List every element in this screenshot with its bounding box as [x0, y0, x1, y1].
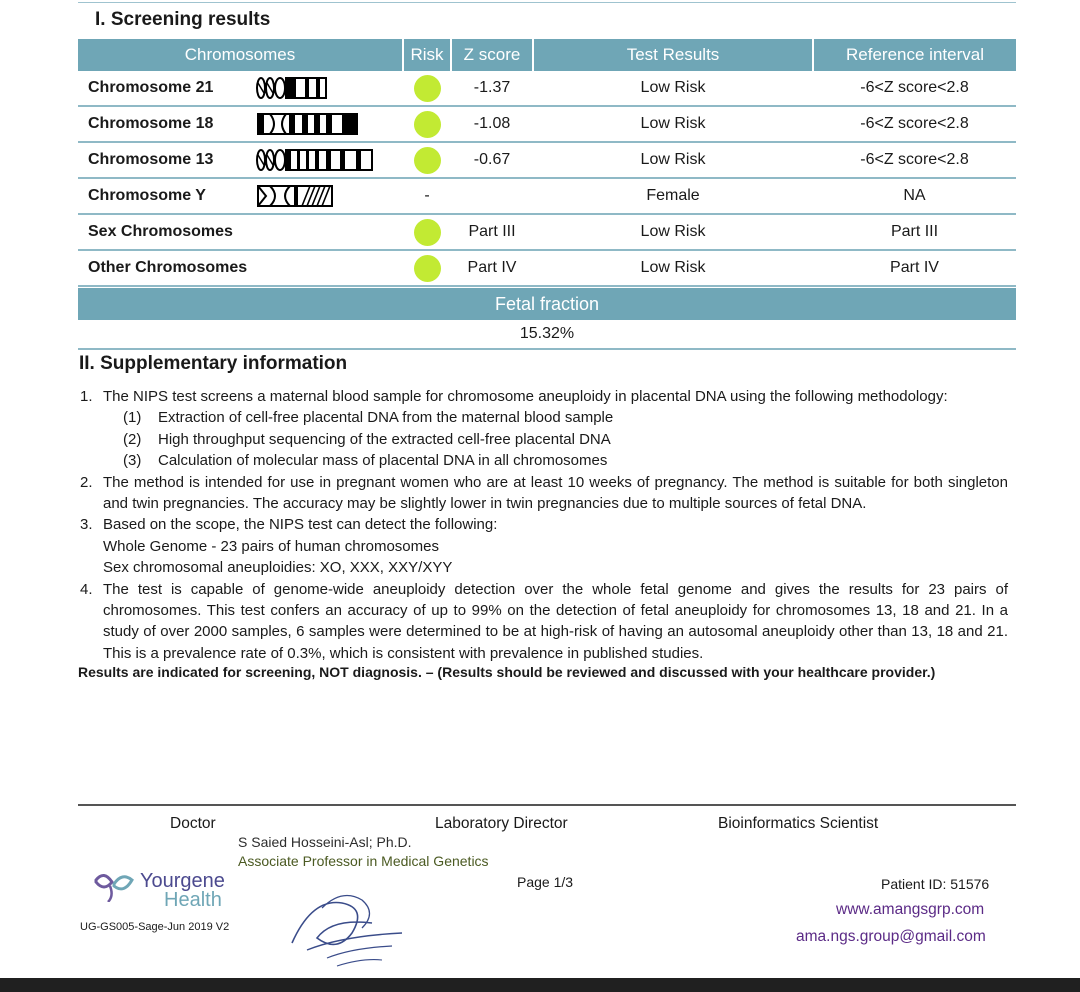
list-text: The NIPS test screens a maternal blood sample for chromosome aneuploidy in placental DNA using the following methodology:: [103, 388, 948, 405]
z-score-cell: -1.08: [451, 106, 533, 142]
reference-cell: NA: [813, 178, 1016, 214]
fetal-fraction-header: Fetal fraction: [78, 288, 1016, 320]
risk-cell: [403, 71, 451, 106]
table-row: [78, 142, 1016, 178]
test-result-cell: Female: [533, 178, 813, 214]
low-risk-dot-icon: [414, 255, 441, 282]
director-name: S Saied Hosseini-Asl; Ph.D.: [238, 834, 412, 850]
list-item: [78, 472, 1008, 515]
risk-cell: [403, 106, 451, 142]
top-divider: [78, 2, 1016, 3]
sub-number: (1): [123, 409, 142, 427]
risk-cell: -: [403, 178, 451, 214]
chromosome-name: Chromosome 13: [88, 151, 214, 169]
sub-number: (2): [123, 430, 142, 448]
chromosome-name: Other Chromosomes: [78, 250, 403, 286]
table-row: [78, 250, 1016, 286]
fetal-fraction-divider: [78, 348, 1016, 350]
list-text: The method is intended for use in pregnant women who are at least 10 weeks of pregnancy. The method is suitable for both singleton and twin pregnancies. The accuracy may be slightly lower in twin pregnancies due to multiple sources of fetal DNA.: [103, 473, 1008, 513]
risk-cell: [403, 250, 451, 286]
bottom-bar: [0, 978, 1080, 992]
sub-item: [103, 407, 1008, 428]
header-z-score: Z score: [451, 39, 533, 71]
website-link[interactable]: www.amangsgrp.com: [836, 901, 985, 918]
reference-cell: -6<Z score<2.8: [813, 106, 1016, 142]
document-code: UG-GS005-Sage-Jun 2019 V2: [80, 921, 230, 933]
test-result-cell: Low Risk: [533, 71, 813, 106]
z-score-cell: Part IV: [451, 250, 533, 286]
z-score-cell: [451, 178, 533, 214]
reference-cell: Part III: [813, 214, 1016, 250]
test-result-cell: Low Risk: [533, 250, 813, 286]
risk-cell: [403, 214, 451, 250]
yourgene-logo-icon: [92, 872, 138, 902]
sub-item: [103, 450, 1008, 471]
list-item: [78, 514, 1008, 578]
list-number: 2.: [80, 473, 93, 491]
low-risk-dot-icon: [414, 111, 441, 138]
test-result-cell: Low Risk: [533, 142, 813, 178]
chromosome-cell: [78, 106, 403, 142]
header-chromosomes: Chromosomes: [78, 39, 403, 71]
table-row: [78, 214, 1016, 250]
list-subline: Whole Genome - 23 pairs of human chromosomes: [103, 537, 439, 555]
chromosome-name: Chromosome 18: [88, 115, 214, 133]
list-text: Based on the scope, the NIPS test can detect the following:: [103, 516, 498, 534]
list-number: 1.: [80, 388, 93, 405]
list-subline: Sex chromosomal aneuploidies: XO, XXX, XXY/XYY: [103, 559, 453, 577]
table-header-row: [78, 39, 1016, 71]
z-score-cell: Part III: [451, 214, 533, 250]
logo-text-line1: Yourgene: [140, 870, 225, 892]
table-row: [78, 178, 1016, 214]
sub-number: (3): [123, 452, 142, 470]
sub-text: High throughput sequencing of the extracted cell-free placental DNA: [158, 430, 611, 448]
table-row: [78, 71, 1016, 106]
sub-item: [103, 429, 1008, 450]
low-risk-dot-icon: [414, 147, 441, 174]
fetal-fraction-value: 15.32%: [519, 325, 575, 342]
director-title: Associate Professor in Medical Genetics: [238, 853, 489, 869]
chromosome-name: Chromosome Y: [88, 187, 206, 205]
screening-results-table: [78, 39, 1016, 287]
chromosome-cell: [78, 142, 403, 178]
risk-cell: [403, 142, 451, 178]
list-item: [78, 579, 1008, 665]
chromosome-name: Chromosome 21: [88, 79, 214, 97]
reference-cell: -6<Z score<2.8: [813, 142, 1016, 178]
logo-text-line2: Health: [164, 889, 222, 911]
supplementary-list: [78, 386, 1008, 664]
doctor-label: Doctor: [170, 815, 216, 832]
list-text: The test is capable of genome-wide aneuploidy detection over the whole fetal genome and gives the results for 23 pairs of chromosomes. This test confers an accuracy of up to 99% on the detection of fetal aneuploidy for chromosomes 13, 18 and 21. In a study of over 2000 samples, 6 samples were determined to be at high-risk of having an autosomal aneuploidy other than 13, 18 and 21. This is a prevalence rate of 0.3%, which is consistent with prevalence in published studies.: [103, 580, 1008, 662]
header-risk: Risk: [403, 39, 451, 71]
signature-stamp-icon: [282, 888, 422, 968]
patient-id: Patient ID: 51576: [881, 876, 990, 892]
list-item: [78, 386, 1008, 472]
list-number: 3.: [80, 516, 93, 534]
list-number: 4.: [80, 580, 93, 598]
table-row: [78, 106, 1016, 142]
sub-text: Extraction of cell-free placental DNA from the maternal blood sample: [158, 409, 614, 427]
chromosome-13-ideogram-icon: [256, 147, 374, 173]
header-test-results: Test Results: [533, 39, 813, 71]
reference-cell: Part IV: [813, 250, 1016, 286]
z-score-cell: -0.67: [451, 142, 533, 178]
page-number: Page 1/3: [517, 874, 574, 890]
section-title-supplementary: II. Supplementary information: [79, 353, 348, 374]
z-score-cell: -1.37: [451, 71, 533, 106]
footer-divider: [78, 804, 1016, 806]
header-reference-interval: Reference interval: [813, 39, 1016, 71]
test-result-cell: Low Risk: [533, 214, 813, 250]
low-risk-dot-icon: [414, 219, 441, 246]
sub-text: Calculation of molecular mass of placental DNA in all chromosomes: [158, 452, 608, 470]
test-result-cell: Low Risk: [533, 106, 813, 142]
bioinformatics-label: Bioinformatics Scientist: [718, 815, 879, 832]
low-risk-dot-icon: [414, 75, 441, 102]
chromosome-y-ideogram-icon: [256, 183, 334, 209]
chromosome-18-ideogram-icon: [256, 111, 360, 137]
chromosome-21-ideogram-icon: [256, 75, 328, 101]
section-title-screening: I. Screening results: [95, 9, 271, 30]
chromosome-cell: [78, 178, 403, 214]
disclaimer-note: Results are indicated for screening, NOT diagnosis. – (Results should be reviewed and discussed with your healthcare provider.): [78, 664, 936, 680]
email-link[interactable]: ama.ngs.group@gmail.com: [796, 928, 986, 945]
lab-director-label: Laboratory Director: [435, 815, 568, 832]
reference-cell: -6<Z score<2.8: [813, 71, 1016, 106]
chromosome-name: Sex Chromosomes: [78, 214, 403, 250]
chromosome-cell: [78, 71, 403, 106]
